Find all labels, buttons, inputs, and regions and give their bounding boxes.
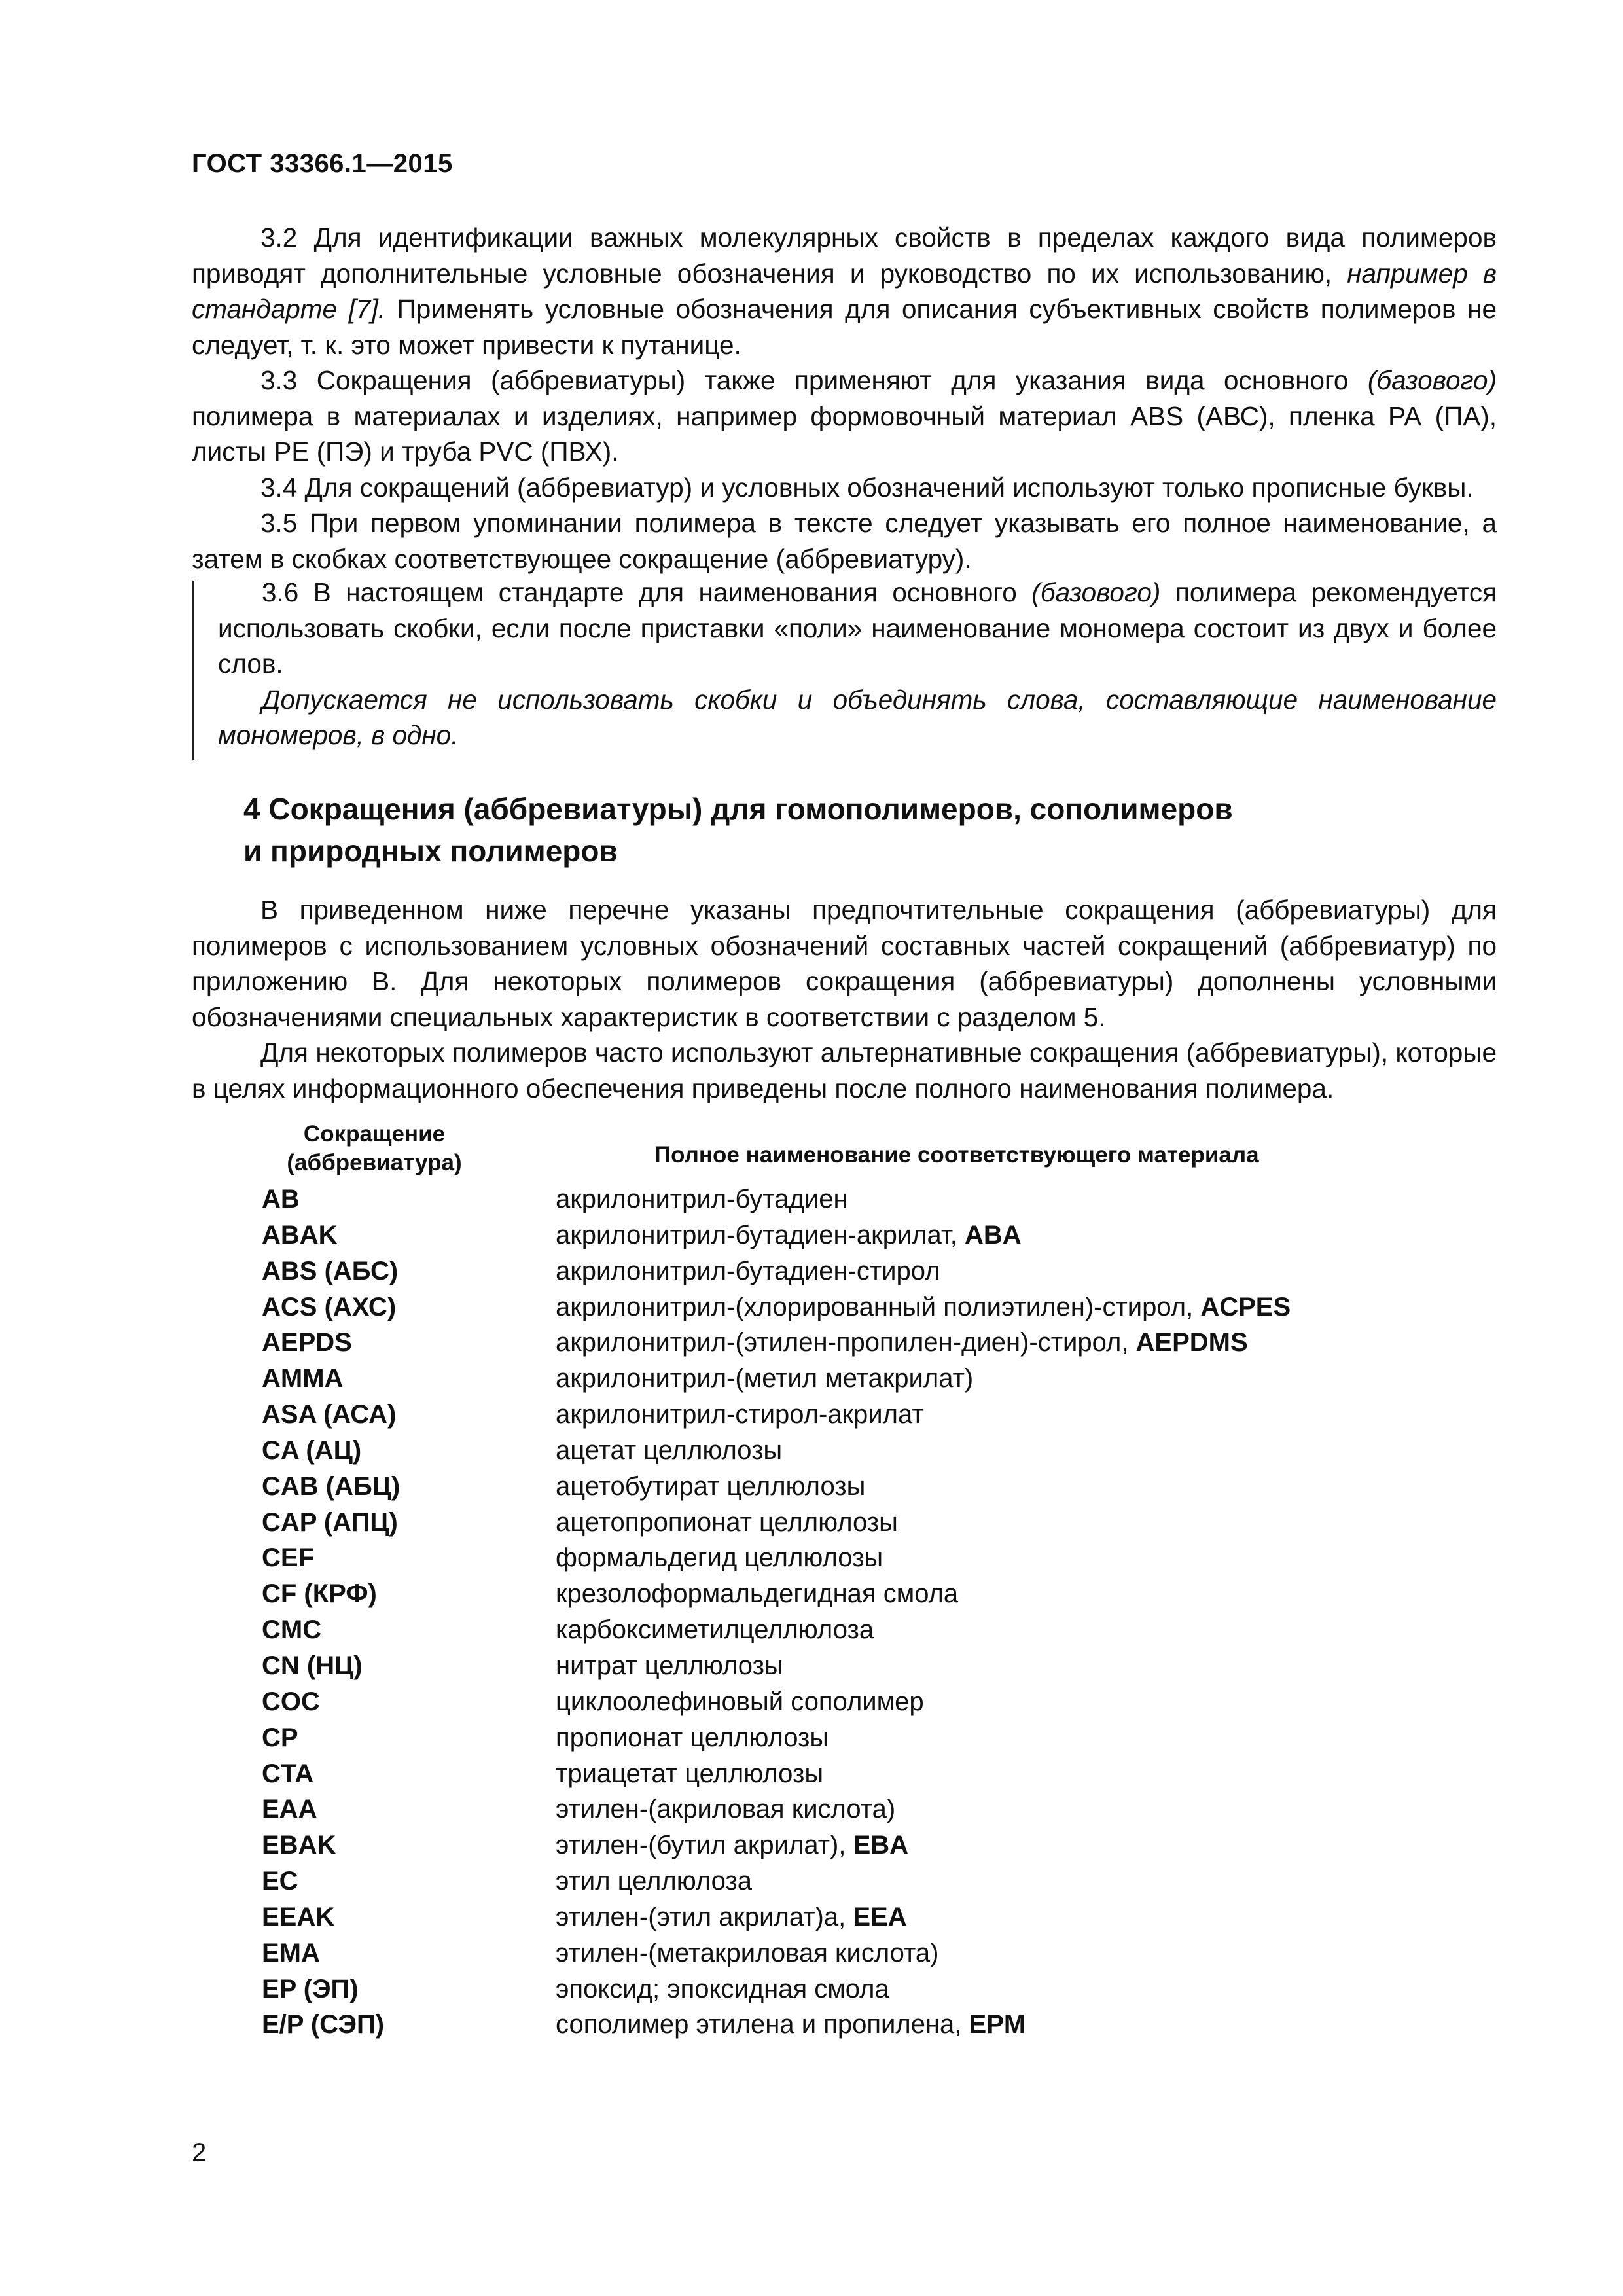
full-name-cell [556,1612,874,1648]
alternative-abbreviation: EPM [969,2010,1026,2039]
abbreviation-cell: EBAK [262,1831,336,1860]
paragraph-3-6: 3.6 В настоящем стандарте для наименования основного (базового) полимера рекомендуется использовать скобки, если после приставки «поли» наименование мономера состоит из двух и более слов. [218,577,1497,679]
abbreviation-cell: AEPDS [262,1328,352,1357]
abbreviation-cell: ACS (АХС) [262,1292,397,1321]
paragraph-3-5: 3.5 При первом упоминании полимера в тексте следует указывать его полное наименование, а затем в скобках соответствующее сокращение (аббревиатуру). [192,508,1497,574]
table-row [262,1791,1472,1827]
section-4-title: 4 Сокращения (аббревиатуры) для гомополимеров, сополимеров и природных полимеров [243,792,1233,868]
table-row [262,1648,1472,1684]
full-name-text: акрилонитрил-(метил метакрилат) [556,1364,974,1393]
full-name-text: ацетат целлюлозы [556,1435,783,1465]
full-name-cell [556,1684,924,1720]
change-bar [192,581,194,760]
full-name-cell [556,1397,924,1433]
full-name-cell [556,1576,958,1612]
full-name-text: формальдегид целлюлозы [556,1543,883,1573]
full-name-cell [556,1899,907,1935]
table-row [262,1469,1472,1505]
full-name-text: акрилонитрил-стирол-акрилат [556,1400,924,1429]
full-name-text: эпоксид; эпоксидная смола [556,1974,889,2003]
full-name-cell [556,1289,1291,1325]
full-name-cell [556,1325,1248,1361]
abbreviation-cell: EC [262,1867,298,1896]
abbreviation-cell: ABS (АБС) [262,1256,399,1285]
abbreviation-cell: AB [262,1185,300,1213]
paragraph-3-6-note: Допускается не использовать скобки и объединять слова, составляющие наименование мономеров, в одно. [218,684,1497,750]
abbreviation-cell: CN (НЦ) [262,1651,363,1680]
abbreviation-cell: AMMA [262,1364,344,1393]
full-name-text: акрилонитрил-(этилен-пропилен-диен)-стирол, [556,1328,1136,1357]
abbreviation-cell: ABAK [262,1220,338,1249]
full-name-cell [556,1540,883,1576]
full-name-text: ацетопропионат целлюлозы [556,1507,898,1537]
page-number: 2 [192,2138,207,2167]
abbreviation-cell: EP (ЭП) [262,1974,359,2003]
abbreviation-cell: CMC [262,1615,322,1645]
abbreviation-cell: CAB (АБЦ) [262,1471,401,1501]
abbreviation-cell: EEAK [262,1902,335,1931]
full-name-text: акрилонитрил-бутадиен-стирол [556,1256,940,1285]
table-row [262,1397,1472,1433]
table-row [262,1612,1472,1648]
full-name-text: этил целлюлоза [556,1867,752,1896]
full-name-cell [556,1469,865,1505]
full-name-cell [556,1791,895,1827]
abbreviation-cell: E/P (СЭП) [262,2010,385,2039]
table-row [262,1720,1472,1756]
abbreviation-cell: CTA [262,1759,314,1788]
abbreviation-cell: EAA [262,1795,317,1824]
paragraph-3-3: 3.3 Сокращения (аббревиатуры) также применяют для указания вида основного (базового) полимера в материалах и изделиях, например формовочный материал ABS (АВС), пленка РА (ПА), листы РЕ (ПЭ) и труба PVC (ПВХ). [192,365,1497,467]
table-row [262,1863,1472,1899]
table-row [262,1217,1472,1253]
full-name-cell [556,1971,889,2007]
full-name-text: акрилонитрил-бутадиен [556,1185,848,1213]
table-row [262,1827,1472,1863]
section-4-text [192,892,1497,1106]
full-name-cell [556,1217,1022,1253]
full-name-cell [556,1433,782,1469]
abbreviation-cell: CP [262,1723,298,1752]
table-row [262,1433,1472,1469]
table-row [262,1181,1472,1217]
table-row [262,1325,1472,1361]
full-name-text: этилен-(метакриловая кислота) [556,1938,939,1967]
alternative-abbreviation: ABA [965,1220,1022,1249]
table-row [262,1684,1472,1720]
full-name-text: акрилонитрил-(хлорированный полиэтилен)-стирол, [556,1292,1201,1321]
full-name-cell [556,1253,940,1289]
abbreviation-cell: CAP (АПЦ) [262,1507,398,1537]
table-row [262,1289,1472,1325]
paragraph-3-6-block [218,575,1497,753]
table-row [262,1899,1472,1935]
abbreviation-table [262,1181,1472,2043]
full-name-text: этилен-(бутил акрилат), [556,1831,853,1860]
full-name-cell [556,1935,938,1971]
table-row [262,2007,1472,2043]
full-name-cell [556,1505,898,1541]
full-name-cell [556,1863,752,1899]
paragraph-3-4: 3.4 Для сокращений (аббревиатур) и условных обозначений используют только прописные буквы. [260,472,1474,503]
table-header-full-name: Полное наименование соответствующего материала [654,1142,1259,1168]
table-row [262,1971,1472,2007]
alternative-abbreviation: EEA [853,1902,907,1931]
table-row [262,1756,1472,1792]
table-header-abbreviation: Сокращение (аббревиатура) [287,1121,462,1175]
full-name-text: этилен-(акриловая кислота) [556,1795,896,1824]
full-name-text: этилен-(этил акрилат)а, [556,1902,853,1931]
section-3-text [192,220,1497,577]
abbreviation-cell: CA (АЦ) [262,1435,362,1465]
full-name-text: пропионат целлюлозы [556,1723,829,1752]
abbreviation-cell: EMA [262,1938,320,1967]
alternative-abbreviation: AEPDMS [1135,1328,1248,1357]
abbreviation-cell: ASA (АСА) [262,1400,397,1429]
alternative-abbreviation: ACPES [1200,1292,1291,1321]
full-name-cell [556,1827,908,1863]
full-name-cell [556,1648,783,1684]
full-name-text: карбоксиметилцеллюлоза [556,1615,874,1645]
abbreviation-cell: CF (КРФ) [262,1579,377,1609]
full-name-cell [556,1720,829,1756]
full-name-cell [556,1361,973,1397]
section-4-paragraph-1: В приведенном ниже перечне указаны предпочтительные сокращения (аббревиатуры) для полимеров с использованием условных обозначений составных частей сокращений (аббревиатур) по приложению В. Для некоторых полимеров сокращения (аббревиатуры) дополнены условными обозначениями специальных характеристик в соответствии с разделом 5. [192,895,1497,1032]
full-name-text: ацетобутират целлюлозы [556,1471,866,1501]
table-row [262,1505,1472,1541]
table-row [262,1253,1472,1289]
full-name-cell [556,1181,848,1217]
abbreviation-cell: COC [262,1687,320,1716]
full-name-cell [556,1756,823,1792]
table-row [262,1361,1472,1397]
document-header: ГОСТ 33366.1—2015 [192,149,453,178]
abbreviation-cell: CEF [262,1543,314,1573]
full-name-text: акрилонитрил-бутадиен-акрилат, [556,1220,965,1249]
full-name-text: циклоолефиновый сополимер [556,1687,924,1716]
section-4-paragraph-2: Для некоторых полимеров часто используют альтернативные сокращения (аббревиатуры), которые в целях информационного обеспечения приведены после полного наименования полимера. [192,1037,1497,1103]
full-name-text: триацетат целлюлозы [556,1759,824,1788]
full-name-cell [556,2007,1026,2043]
full-name-text: сополимер этилена и пропилена, [556,2010,969,2039]
full-name-text: нитрат целлюлозы [556,1651,783,1680]
table-row [262,1540,1472,1576]
full-name-text: крезолоформальдегидная смола [556,1579,959,1609]
alternative-abbreviation: EBA [853,1831,909,1860]
paragraph-3-2: 3.2 Для идентификации важных молекулярных свойств в пределах каждого вида полимеров приводят дополнительные условные обозначения и руководство по их использованию, например в стандарте [7]. Применять условные обозначения для описания субъективных свойств полимеров не следует, т. к. это может привести к путанице. [192,223,1497,360]
table-row [262,1935,1472,1971]
table-row [262,1576,1472,1612]
